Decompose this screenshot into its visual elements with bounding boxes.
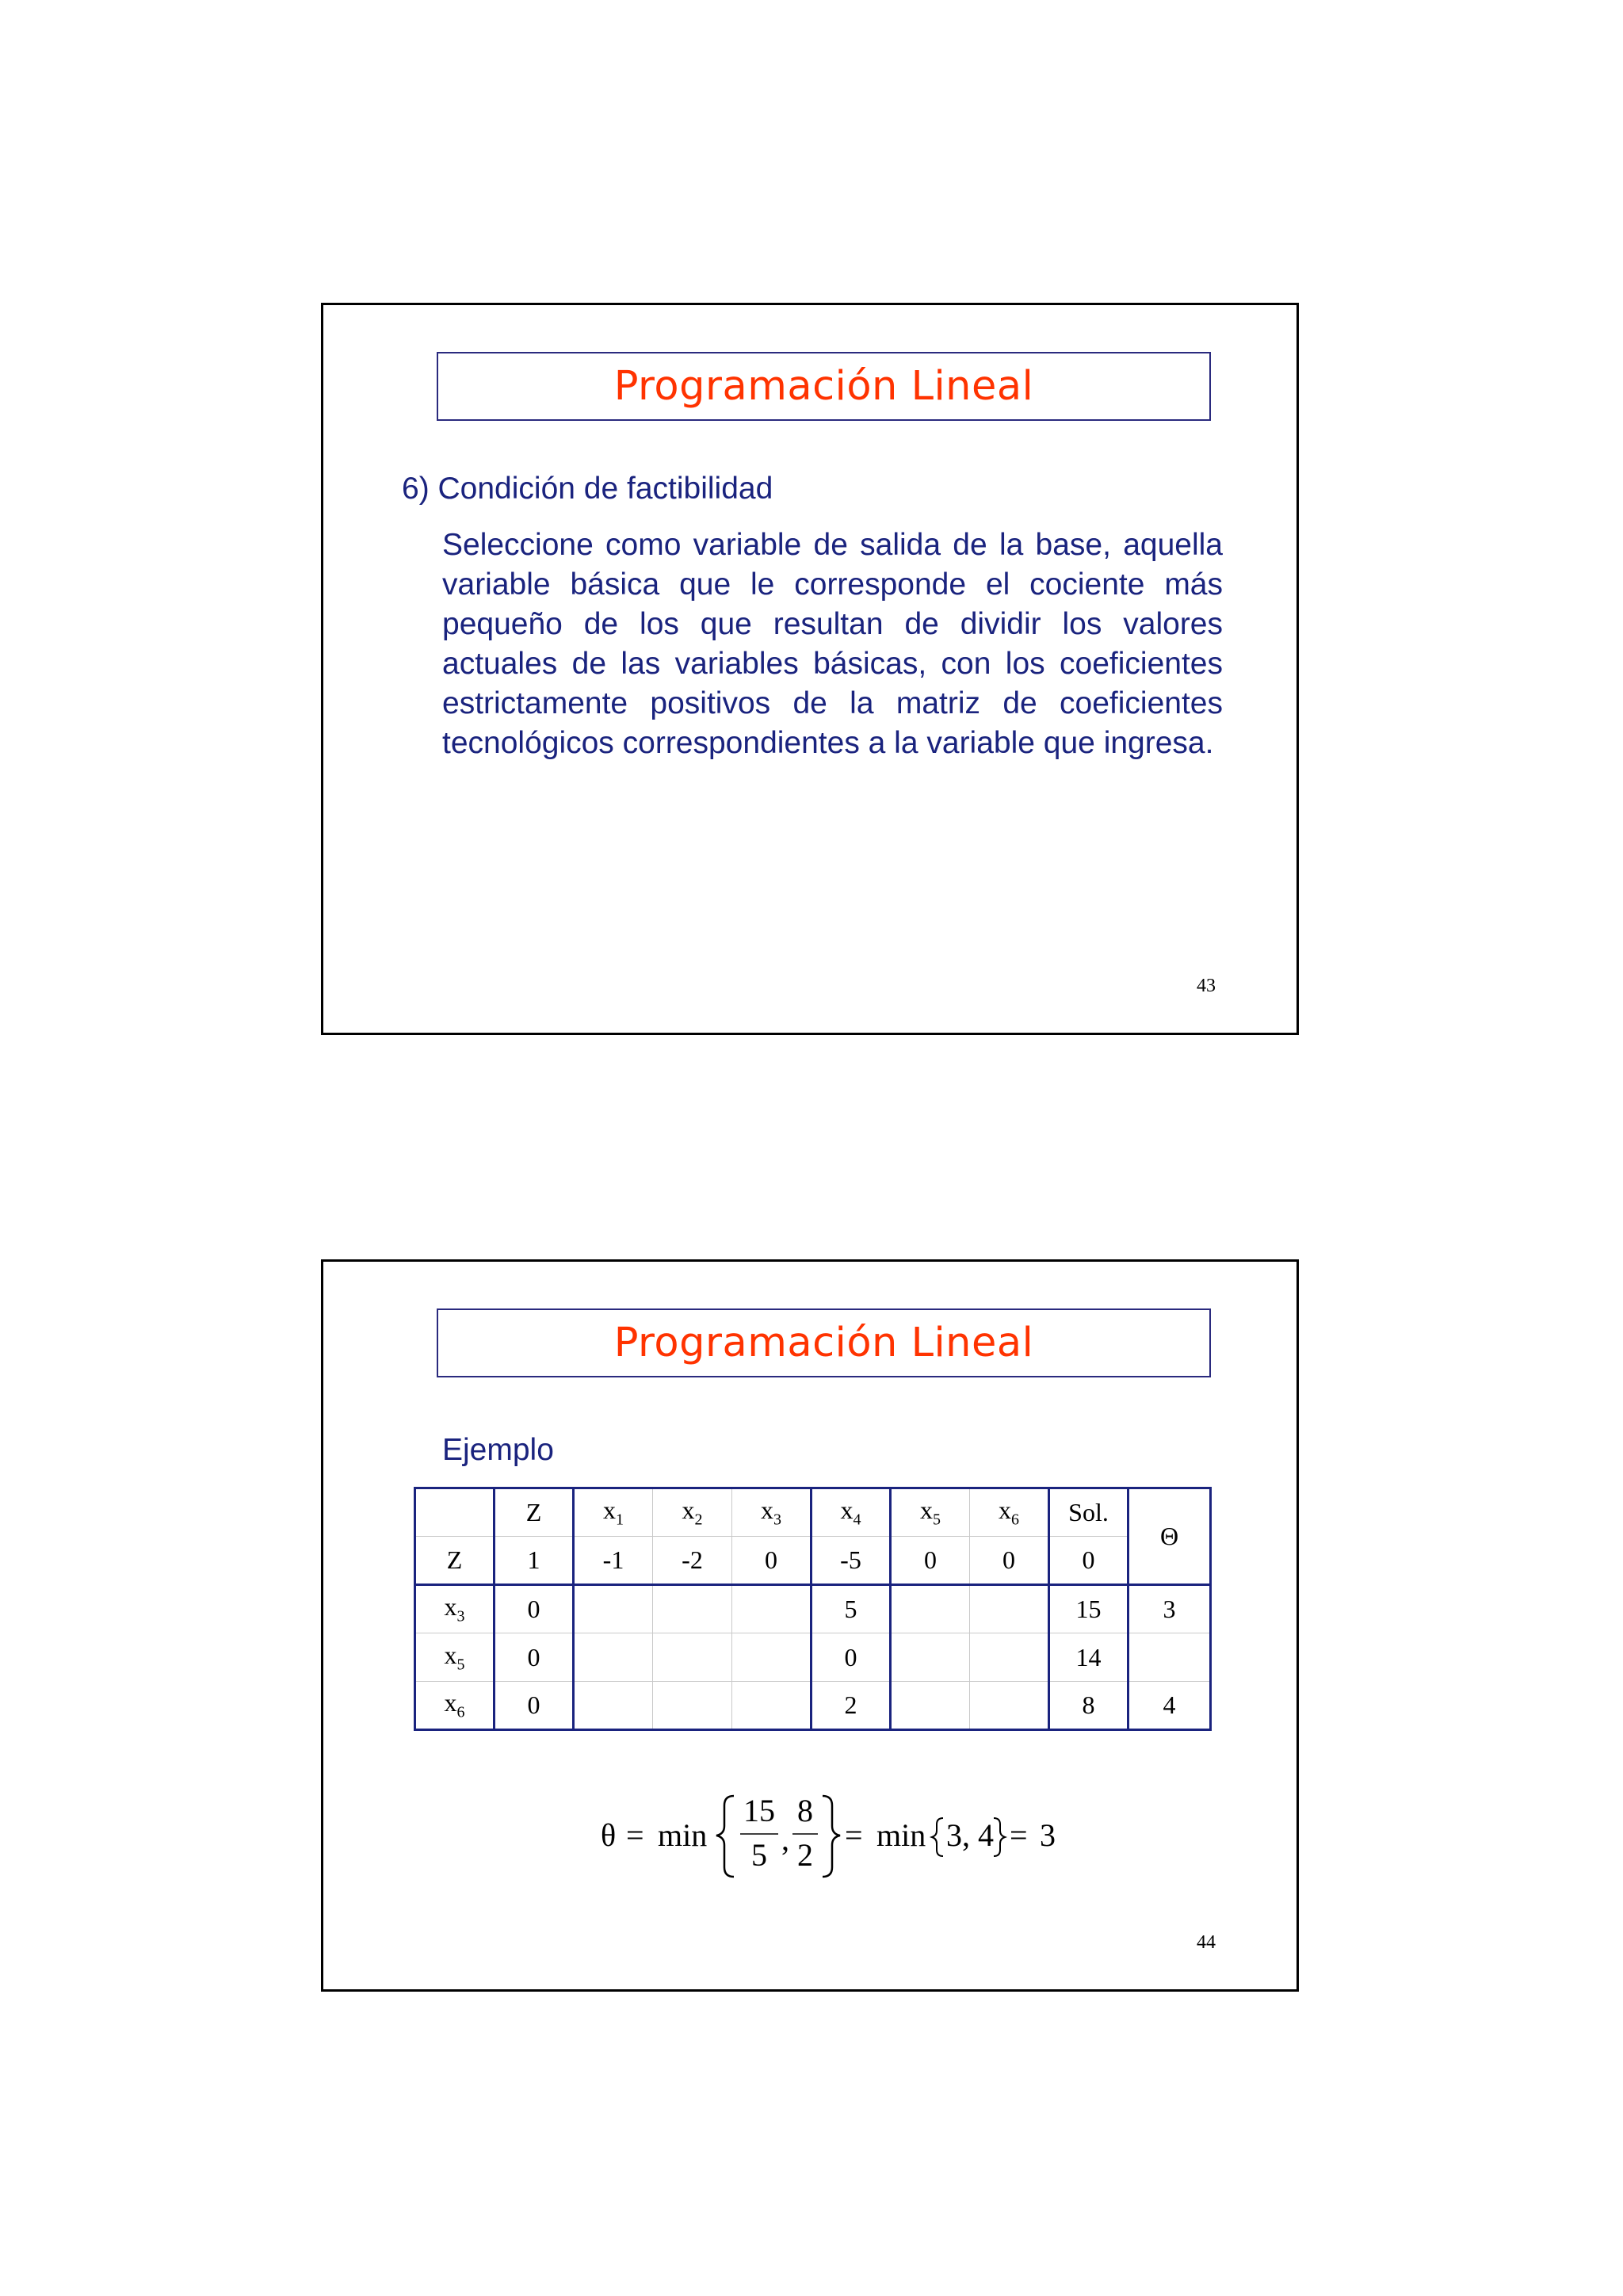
header-cell-empty	[415, 1488, 495, 1537]
slide-43	[321, 303, 1299, 1035]
table-cell	[574, 1633, 653, 1682]
slide-title-box	[437, 352, 1211, 421]
table-cell: 0	[812, 1633, 891, 1682]
condition-heading: 6) Condición de factibilidad	[402, 472, 773, 506]
formula-equals-2: =	[845, 1817, 863, 1853]
table-cell: 0	[495, 1633, 574, 1682]
formula-set-left-brace	[932, 1818, 943, 1856]
table-cell	[574, 1585, 653, 1633]
table-cell: 0	[891, 1537, 970, 1585]
formula-right-brace	[823, 1796, 840, 1877]
table-cell	[970, 1682, 1049, 1730]
table-cell	[732, 1682, 812, 1730]
table-cell: 0	[495, 1585, 574, 1633]
table-cell	[574, 1682, 653, 1730]
table-cell: 0	[970, 1537, 1049, 1585]
table-cell: -2	[653, 1537, 732, 1585]
formula-frac1-numerator: 15	[743, 1793, 775, 1828]
header-cell-theta: Θ	[1128, 1488, 1211, 1585]
table-cell	[891, 1585, 970, 1633]
header-cell-z: Z	[495, 1488, 574, 1537]
table-cell	[653, 1682, 732, 1730]
condition-body: Seleccione como variable de salida de la base, aquella variable básica que le corresponde el cociente más pequeño de los que resultan de dividir los valores actuales de las variables básicas, con los coeficientes estrictamente positivos de la matriz de coeficientes tecnológicos correspondientes a la variable que ingresa.	[442, 528, 1223, 760]
table-row	[415, 1537, 1211, 1585]
slide-44	[321, 1259, 1299, 1992]
table-cell: 2	[812, 1682, 891, 1730]
formula-comma: ,	[781, 1821, 789, 1857]
table-cell: -1	[574, 1537, 653, 1585]
table-cell: -5	[812, 1537, 891, 1585]
header-cell-x4: $x_4$	[812, 1488, 891, 1537]
table-row	[415, 1633, 1211, 1682]
table-cell: 15	[1049, 1585, 1128, 1633]
theta-cell	[1128, 1633, 1211, 1682]
table-header-row	[415, 1488, 1211, 1537]
page-number: 44	[1197, 1932, 1216, 1953]
formula-frac2-denominator: 2	[797, 1837, 813, 1873]
formula-result: 3	[1040, 1817, 1056, 1853]
table-cell	[732, 1633, 812, 1682]
basis-cell: $x_5$	[415, 1633, 495, 1682]
table-cell: 0	[732, 1537, 812, 1585]
table-cell	[732, 1585, 812, 1633]
header-cell-x6: $x_6$	[970, 1488, 1049, 1537]
table-cell: 0	[1049, 1537, 1128, 1585]
theta-min-formula	[593, 1785, 1068, 1888]
theta-cell: 4	[1128, 1682, 1211, 1730]
formula-set-contents: 3, 4	[946, 1817, 994, 1853]
table-cell	[653, 1633, 732, 1682]
table-row	[415, 1682, 1211, 1730]
table-cell	[970, 1585, 1049, 1633]
formula-left-brace	[716, 1796, 734, 1877]
table-cell: 14	[1049, 1633, 1128, 1682]
header-cell-sol: Sol.	[1049, 1488, 1128, 1537]
theta-cell: 3	[1128, 1585, 1211, 1633]
slide-title-box	[437, 1308, 1211, 1377]
table-row	[415, 1585, 1211, 1633]
table-cell: 0	[495, 1682, 574, 1730]
page-number: 43	[1197, 976, 1216, 996]
basis-cell: Z	[415, 1537, 495, 1585]
formula-set-right-brace	[994, 1818, 1005, 1856]
basis-cell: $x_6$	[415, 1682, 495, 1730]
table-cell: 8	[1049, 1682, 1128, 1730]
example-label: Ejemplo	[442, 1433, 554, 1467]
formula-theta: θ	[601, 1817, 617, 1853]
table-cell	[970, 1633, 1049, 1682]
header-cell-x5: $x_5$	[891, 1488, 970, 1537]
formula-equals-1: =	[626, 1817, 644, 1853]
slide-title: Programación Lineal	[613, 363, 1034, 410]
header-cell-x3: $x_3$	[732, 1488, 812, 1537]
formula-min-2: min	[876, 1817, 926, 1853]
header-cell-x2: $x_2$	[653, 1488, 732, 1537]
table-cell	[891, 1682, 970, 1730]
formula-frac2-numerator: 8	[797, 1793, 813, 1828]
table-cell	[891, 1633, 970, 1682]
simplex-tableau	[414, 1487, 1212, 1731]
basis-cell: $x_3$	[415, 1585, 495, 1633]
formula-equals-3: =	[1010, 1817, 1028, 1853]
slide-title: Programación Lineal	[613, 1320, 1034, 1366]
header-cell-x1: $x_1$	[574, 1488, 653, 1537]
formula-min-1: min	[658, 1817, 708, 1853]
table-cell	[653, 1585, 732, 1633]
table-cell: 5	[812, 1585, 891, 1633]
formula-frac1-denominator: 5	[751, 1837, 767, 1873]
table-cell: 1	[495, 1537, 574, 1585]
